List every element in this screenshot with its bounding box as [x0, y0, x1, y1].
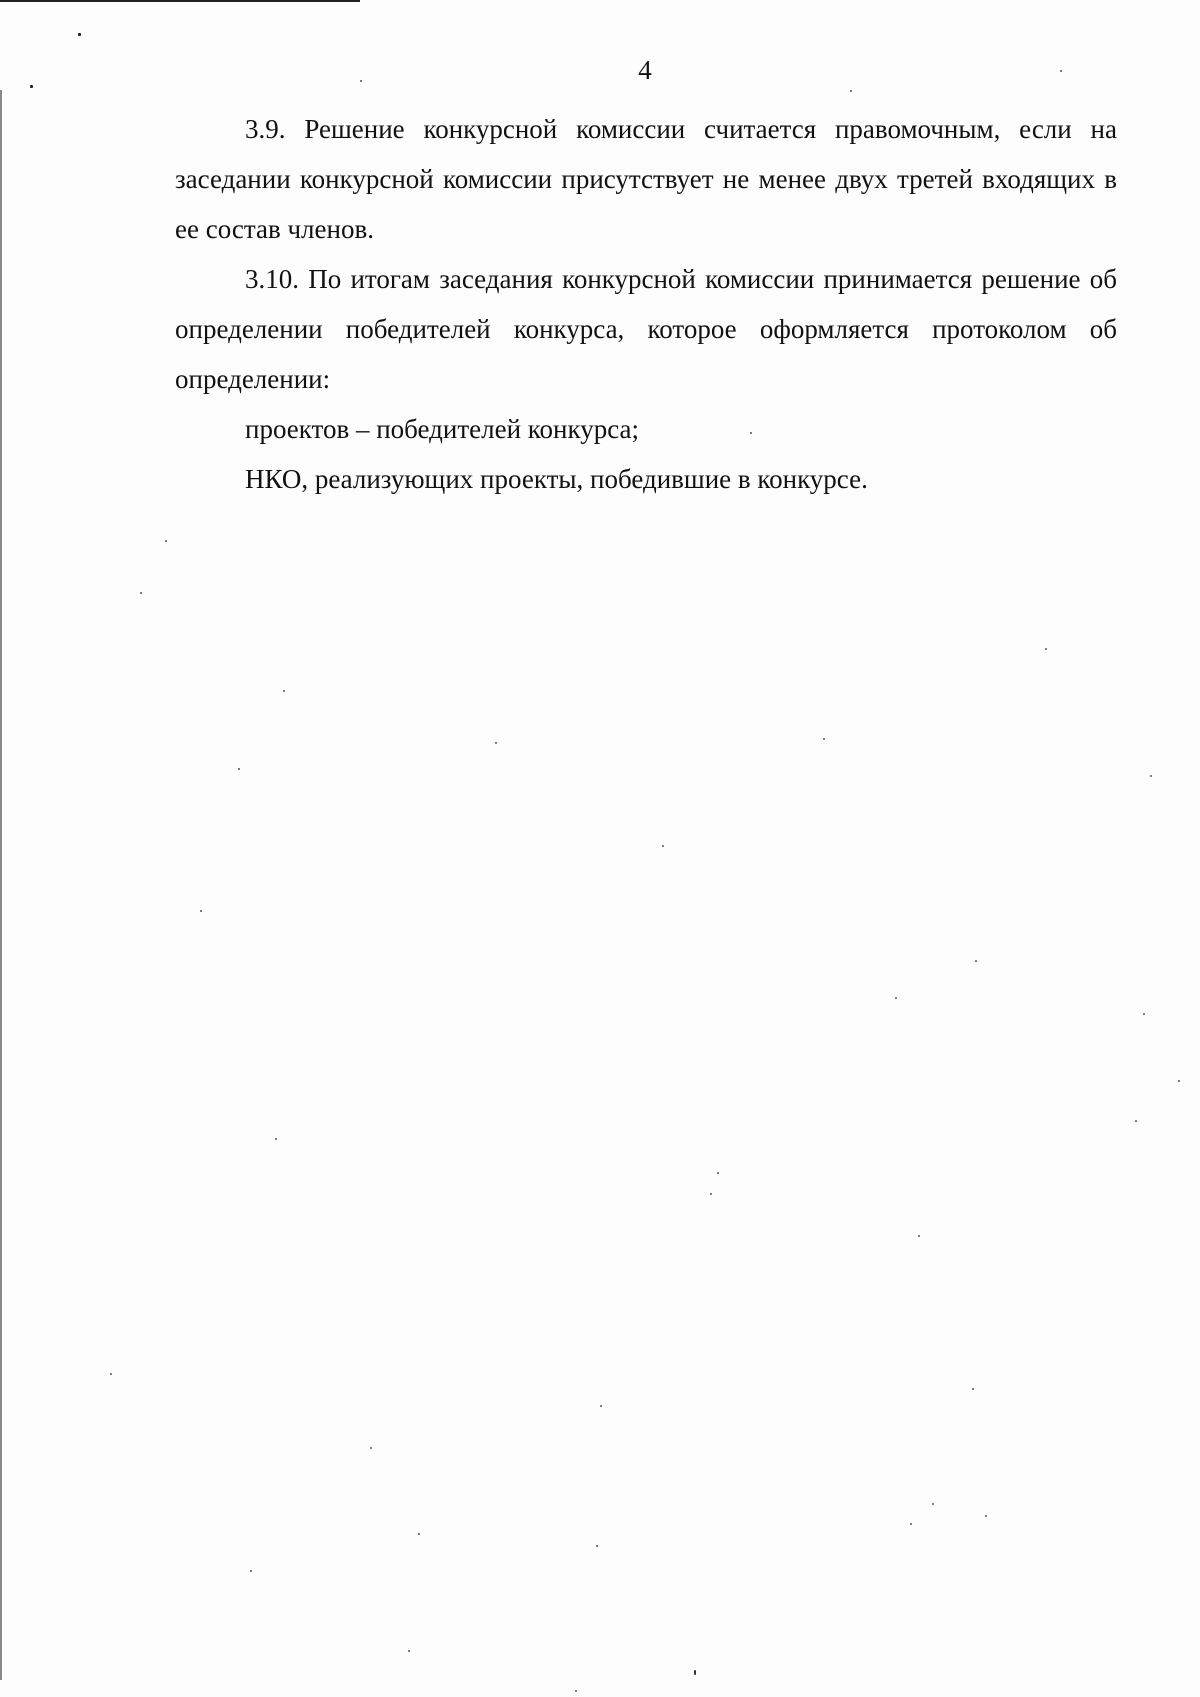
scan-speck [985, 1515, 987, 1517]
scan-speck [972, 1388, 974, 1390]
scan-speck [1060, 70, 1062, 72]
scan-speck [360, 80, 362, 82]
scan-speck [750, 432, 752, 434]
scan-speck [30, 85, 33, 88]
paragraph-3-10: 3.10. По итогам заседания конкурсной комиссии принимается решение об определении победителей конкурса, которое оформляется протоколом об определении: [175, 264, 1117, 394]
scan-speck [662, 845, 664, 847]
scan-speck [823, 738, 825, 740]
scan-speck [600, 1405, 602, 1407]
page-number: 4 [638, 55, 652, 85]
scan-speck [694, 1670, 696, 1675]
scan-speck [932, 1503, 934, 1505]
document-body [175, 104, 1117, 504]
scan-speck [78, 33, 81, 36]
scan-speck [495, 742, 497, 744]
scan-speck [250, 1570, 252, 1572]
scan-speck [596, 1545, 598, 1547]
scan-speck [418, 1533, 420, 1535]
scan-speck [710, 1193, 712, 1195]
scan-speck [1150, 775, 1152, 777]
scan-speck [283, 690, 285, 692]
scan-speck [1135, 1120, 1137, 1122]
scan-speck [275, 1138, 277, 1140]
top-edge-rule [0, 0, 360, 2]
list-item-projects: проектов – победителей конкурса; [245, 414, 640, 444]
scan-speck [918, 1235, 920, 1237]
list-item-nko: НКО, реализующих проекты, победившие в конкурсе. [245, 464, 868, 494]
scan-speck [910, 1523, 912, 1525]
scan-speck [717, 1172, 719, 1174]
scan-speck [1143, 1013, 1145, 1015]
scan-speck [1178, 1080, 1180, 1082]
scan-speck [238, 768, 240, 770]
scan-speck [575, 1690, 577, 1692]
scan-speck [165, 540, 167, 542]
scan-speck [140, 592, 142, 594]
scan-speck [850, 90, 852, 92]
scan-speck [408, 1650, 410, 1652]
paragraph-3-9: 3.9. Решение конкурсной комиссии считается правомочным, если на заседании конкурсной комиссии присутствует не менее двух третей входящих в ее состав членов. [175, 114, 1117, 244]
scan-speck [200, 910, 202, 912]
scan-speck [895, 997, 897, 999]
scan-speck [110, 1373, 112, 1375]
scan-speck [1045, 648, 1047, 650]
scan-speck [975, 960, 977, 962]
scan-speck [370, 1447, 372, 1449]
left-scan-edge [0, 90, 2, 1680]
